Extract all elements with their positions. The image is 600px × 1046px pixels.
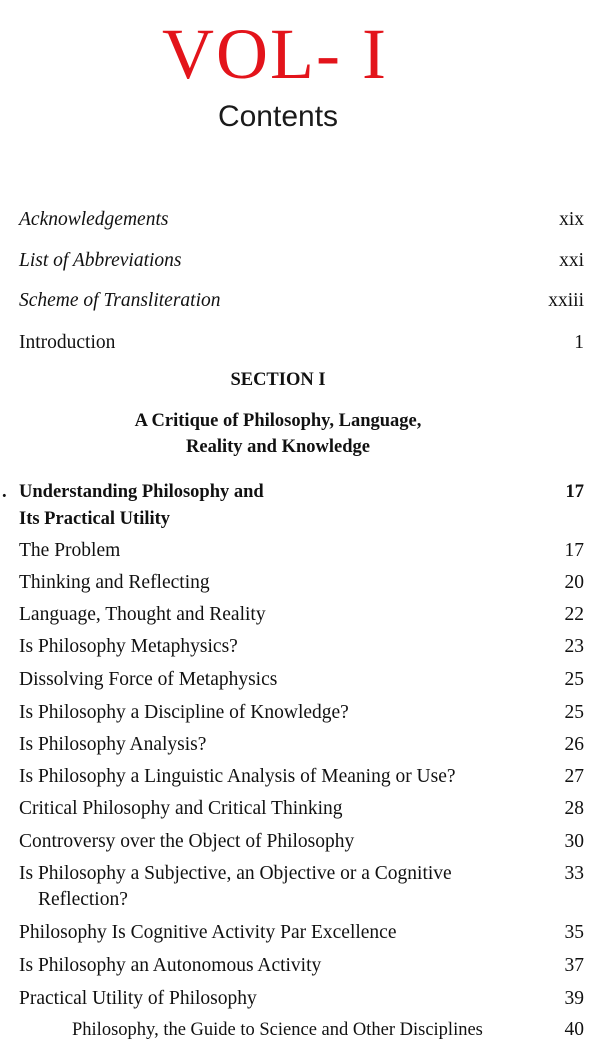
chapter-page: 17 bbox=[565, 482, 584, 502]
section-title-line2: Reality and Knowledge bbox=[186, 437, 370, 457]
toc-entry-title: Philosophy Is Cognitive Activity Par Excellence bbox=[19, 922, 397, 943]
toc-entry-title: Thinking and Reflecting bbox=[19, 572, 210, 593]
toc-entry-page: 40 bbox=[564, 1019, 584, 1040]
toc-entry-title: Is Philosophy an Autonomous Activity bbox=[19, 955, 322, 976]
toc-entry-page: 35 bbox=[564, 922, 584, 943]
toc-entry-title: Critical Philosophy and Critical Thinking bbox=[19, 798, 343, 819]
toc-entry-title: Dissolving Force of Metaphysics bbox=[19, 669, 278, 690]
toc-entry-page: 1 bbox=[574, 332, 584, 353]
section-title-line1: A Critique of Philosophy, Language, bbox=[134, 411, 422, 431]
toc-entry-title: Is Philosophy Metaphysics? bbox=[19, 636, 238, 657]
toc-entry-page: 28 bbox=[564, 798, 584, 819]
toc-entry-title: Is Philosophy a Discipline of Knowledge? bbox=[19, 702, 349, 723]
toc-entry-page: xxi bbox=[559, 250, 584, 271]
toc-entry-page: 39 bbox=[564, 988, 584, 1009]
chapter-title-line2: Its Practical Utility bbox=[19, 509, 171, 529]
toc-entry-page: 37 bbox=[564, 955, 584, 976]
chapter-bullet: . bbox=[2, 482, 7, 502]
toc-entry-title-cont: Reflection? bbox=[38, 889, 128, 910]
toc-entry-page: xxiii bbox=[548, 290, 584, 311]
toc-entry-page: 23 bbox=[564, 636, 584, 657]
toc-entry-title: Is Philosophy Analysis? bbox=[19, 734, 207, 755]
toc-entry-page: xix bbox=[559, 209, 584, 230]
toc-entry-title: List of Abbreviations bbox=[19, 250, 182, 271]
toc-entry-title: Acknowledgements bbox=[19, 209, 169, 230]
chapter-title-line1: Understanding Philosophy and bbox=[19, 482, 264, 502]
contents-heading: Contents bbox=[217, 100, 339, 133]
toc-entry-title: Is Philosophy a Linguistic Analysis of Meaning or Use? bbox=[19, 766, 456, 787]
volume-title: VOL- I bbox=[162, 14, 388, 94]
section-label: SECTION I bbox=[230, 370, 326, 390]
toc-entry-page: 27 bbox=[564, 766, 584, 787]
toc-entry-page: 17 bbox=[564, 540, 584, 561]
toc-entry-page: 26 bbox=[564, 734, 584, 755]
toc-entry-page: 22 bbox=[564, 604, 584, 625]
toc-entry-page: 30 bbox=[564, 831, 584, 852]
toc-entry-title: The Problem bbox=[19, 540, 121, 561]
toc-entry-page: 25 bbox=[564, 702, 584, 723]
toc-entry-page: 33 bbox=[564, 863, 584, 884]
toc-entry-title: Is Philosophy a Subjective, an Objective or a Cognitive bbox=[19, 863, 452, 884]
toc-entry-title: Introduction bbox=[19, 332, 116, 353]
toc-entry-page: 20 bbox=[564, 572, 584, 593]
toc-entry-title: Language, Thought and Reality bbox=[19, 604, 266, 625]
toc-entry-title: Scheme of Transliteration bbox=[19, 290, 221, 311]
toc-entry-page: 25 bbox=[564, 669, 584, 690]
toc-entry-title: Practical Utility of Philosophy bbox=[19, 988, 257, 1009]
toc-entry-title: Philosophy, the Guide to Science and Other Disciplines bbox=[72, 1020, 483, 1040]
toc-entry-title: Controversy over the Object of Philosophy bbox=[19, 831, 355, 852]
